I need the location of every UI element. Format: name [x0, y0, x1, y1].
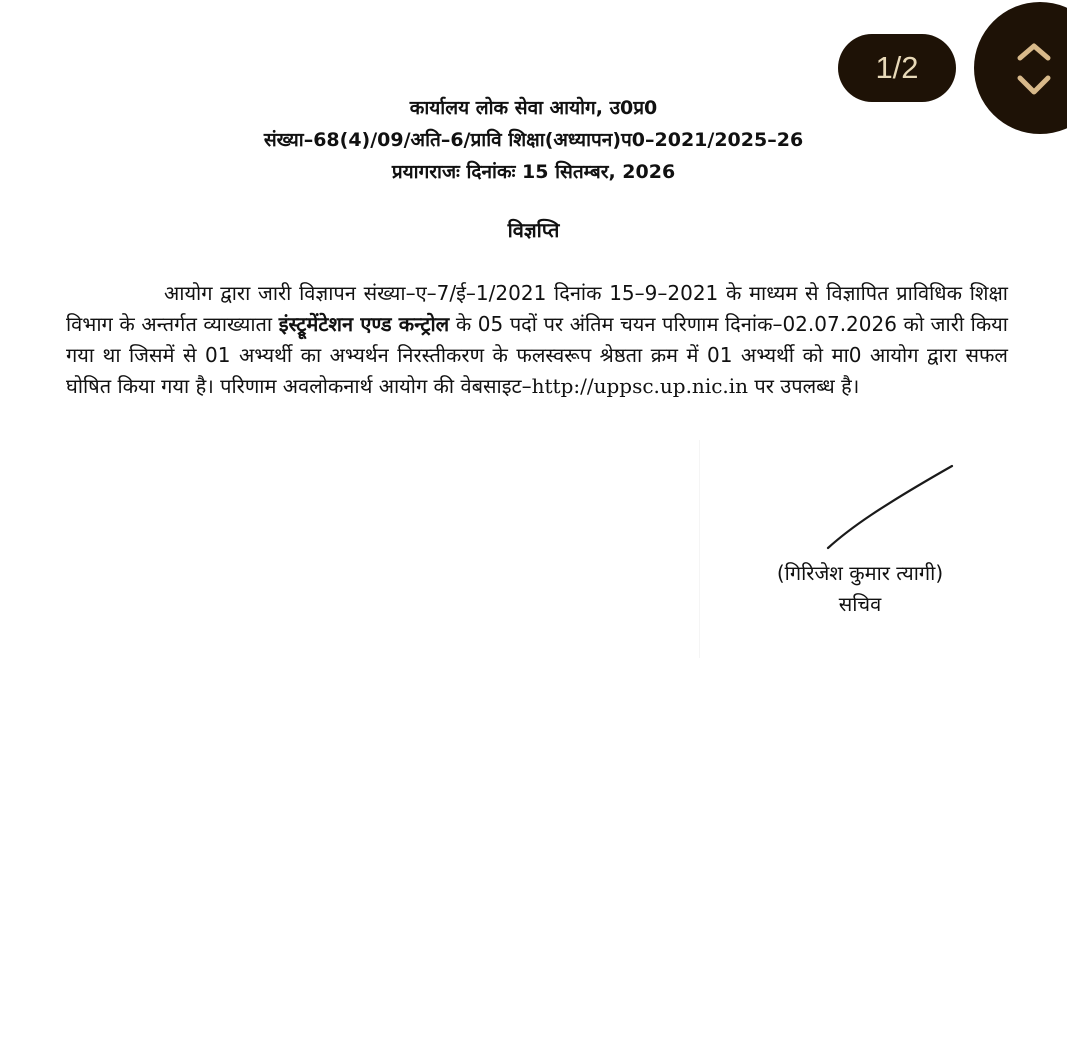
notice-title: विज्ञप्ति — [507, 218, 560, 242]
body-part-2: के 05 पदों पर अंतिम चयन परिणाम दिनांक–02.07.2026 को जारी किया गया था जिसमें से 01 अभ्यर्थी का अभ्यर्थन निरस्तीकरण के फलस्वरूप श्रेष्ठता क्रम में 01 अभ्यर्थी को मा0 आयोग द्वारा सफल घोषित किया गया है। परिणाम अवलोकनार्थ आयोग की वेबसाइट– — [66, 312, 1008, 398]
body-part-1: आयोग द्वारा जारी विज्ञापन संख्या–ए–7/ई–1/2021 दिनांक 15–9–2021 के माध्यम से विज्ञापित प्राविधिक शिक्षा विभाग के अन्तर्गत व्याख्याता — [66, 281, 1008, 336]
reference-number: संख्या–68(4)/09/अति–6/प्रावि शिक्षा(अध्यापन)प0–2021/2025–26 — [263, 129, 804, 151]
office-name: कार्यालय लोक सेवा आयोग, उ0प्र0 — [409, 97, 658, 119]
body-part-3: पर उपलब्ध है। — [748, 374, 860, 398]
signature — [820, 462, 960, 554]
chevron-up-down-icon — [974, 2, 1067, 134]
post-name: इंस्ट्रूमेंटेशन एण्ड कन्ट्रोल — [278, 312, 450, 336]
website-url: http://uppsc.up.nic.in — [531, 374, 749, 398]
signatory-name: (गिरिजेश कुमार त्यागी) — [776, 561, 944, 585]
signatory-designation: सचिव — [838, 592, 882, 616]
document-header — [0, 92, 1067, 188]
place-date: प्रयागराजः दिनांकः 15 सितम्बर, 2026 — [391, 161, 676, 183]
notice-body — [66, 278, 1008, 402]
scan-artifact — [699, 440, 700, 658]
page-indicator: 1/2 — [838, 34, 956, 102]
signatory-block — [740, 558, 980, 620]
page-scroll-button[interactable] — [974, 2, 1067, 134]
